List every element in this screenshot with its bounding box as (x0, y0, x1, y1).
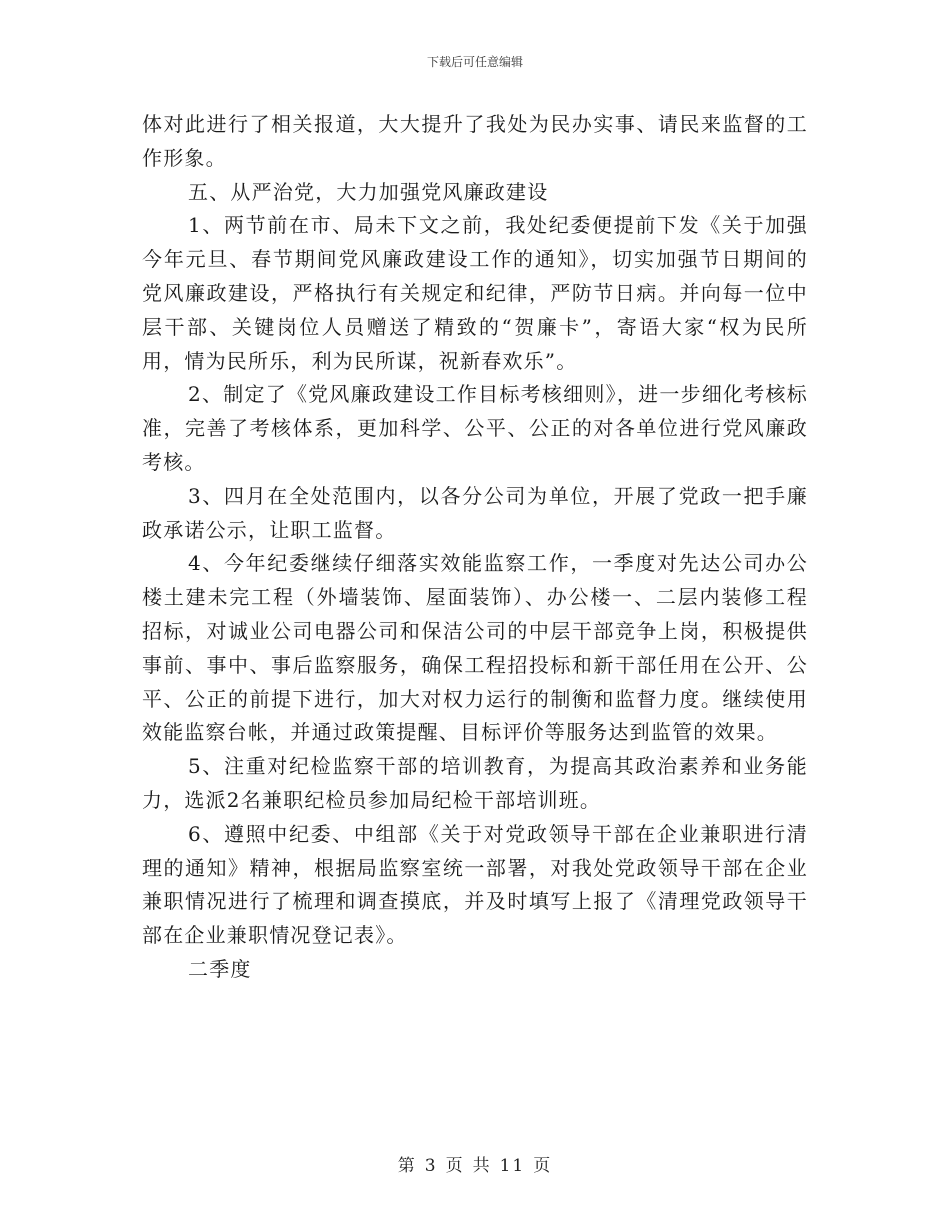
page-label: 第 (397, 1156, 417, 1176)
paragraph-continuation: 体对此进行了相关报道，大大提升了我处为民办实事、请民来监督的工作形象。 (142, 112, 808, 170)
paragraph-item-1: 1、两节前在市、局未下文之前，我处纪委便提前下发《关于加强今年元旦、春节期间党风廉政建设工作的通知》，切实加强节日期间的党风廉政建设，严格执行有关规定和纪律，严防节日病。并向每一位中层干部、关键岗位人员赠送了精致的“贺廉卡”，寄语大家“权为民所用，情为民所乐，利为民所谋，祝新春欢乐”。 (142, 213, 808, 373)
paragraph-item-5: 5、注重对纪检监察干部的培训教育，为提高其政治素养和业务能力，选派2名兼职纪检员参加局纪检干部培训班。 (142, 754, 808, 812)
total-pages: 11 (499, 1156, 526, 1176)
document-body (142, 108, 808, 987)
subsection-heading: 二季度 (188, 956, 252, 981)
paragraph-item-3: 3、四月在全处范围内，以各分公司为单位，开展了党政一把手廉政承诺公示，让职工监督。 (142, 483, 808, 542)
paragraph-item-4: 4、今年纪委继续仔细落实效能监察工作，一季度对先达公司办公楼土建未完工程（外墙装饰、屋面装饰）、办公楼一、二层内装修工程招标，对诚业公司电器公司和保洁公司的中层干部竞争上岗，积极提供事前、事中、事后监察服务，确保工程招投标和新干部任用在公开、公平、公正的前提下进行，加大对权力运行的制衡和监督力度。继续使用效能监察台帐，并通过政策提醒、目标评价等服务达到监管的效果。 (142, 551, 808, 745)
section-heading-5: 五、从严治党，大力加强党风廉政建设 (188, 179, 549, 204)
page-unit: 页 (445, 1156, 465, 1176)
page-footer (0, 1156, 950, 1176)
page-header: 下载后可任意编辑 (426, 55, 523, 69)
paragraph-item-6: 6、遵照中纪委、中组部《关于对党政领导干部在企业兼职进行清理的通知》精神，根据局监察室统一部署，对我处党政领导干部在企业兼职情况进行了梳理和调查摸底，并及时填写上报了《清理党政领导干部在企业兼职情况登记表》。 (142, 821, 808, 948)
paragraph-item-2: 2、制定了《党风廉政建设工作目标考核细则》，进一步细化考核标准，完善了考核体系，更加科学、公平、公正的对各单位进行党风廉政考核。 (142, 382, 808, 474)
total-unit: 页 (533, 1156, 553, 1176)
total-label: 共 (472, 1156, 492, 1176)
page-number: 3 (424, 1156, 438, 1176)
